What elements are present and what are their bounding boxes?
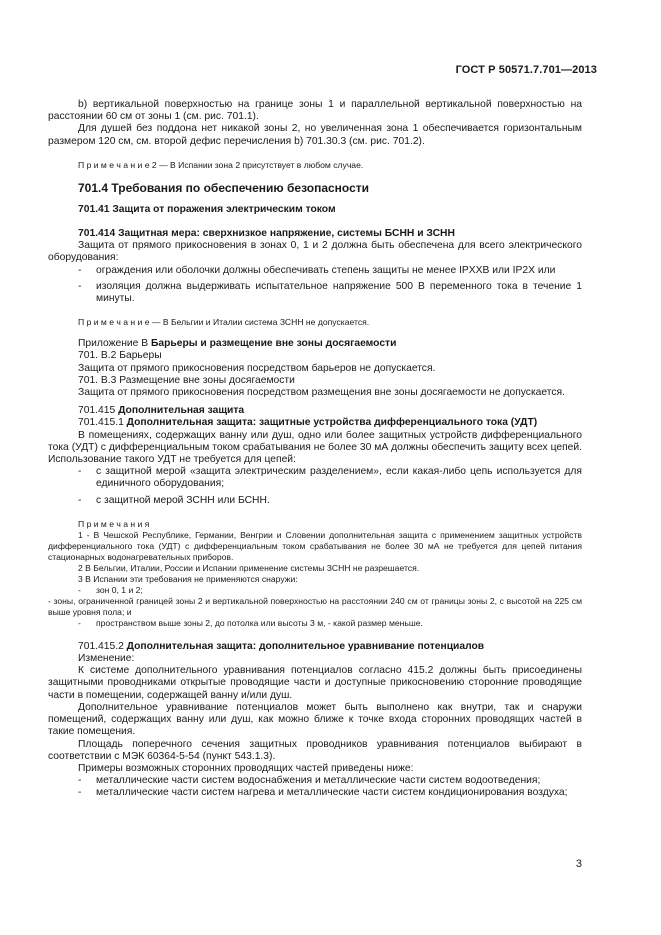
dash-marker: - [78,584,81,595]
dash-marker: - [78,787,82,799]
paragraph: В помещениях, содержащих ванну или душ, одно или более защитных устройств дифференциального тока (УДТ) с дифференциальным током срабатывания не более 30 мА должны обеспечить защиту всех цепей. Использование такого УДТ не требуется для цепей: [48,429,582,466]
paragraph: Защита от прямого прикосновения посредством барьеров не допускается. [78,362,436,374]
paragraph: Защита от прямого прикосновения посредством размещения вне зоны досягаемости не допускается. [78,387,565,399]
note-list-item: - зоны, ограниченной границей зоны 2 и вертикальной поверхностью на расстоянии 240 см от границы зоны 2, с высотой на 225 см выше уровня пола; и [48,595,582,617]
dash-marker: - [78,280,82,292]
list-item [48,495,582,507]
note [48,317,582,328]
list-item [48,265,582,277]
clause-title: Дополнительная защита: защитные устройства дифференциального тока (УДТ) [126,417,538,429]
change-label: Изменение: [78,653,135,665]
subsection-heading [48,641,582,653]
list-item-text: изоляция должна выдерживать испытательное напряжение 500 В переменного тока в течение 1 минуты. [96,280,582,305]
list-item [48,281,582,305]
dash-marker: - [78,775,82,787]
subsection-heading [48,417,582,429]
note-list-item [48,585,582,596]
appendix-label: Приложение В [78,338,151,350]
paragraph: Площадь поперечного сечения защитных проводников уравнивания потенциалов выбирают в соответствии с МЭК 60364-5-54 (пункт 543.1.3). [48,738,582,762]
section-heading: 701.4 Требования по обеспечению безопасности [78,180,370,195]
document-body [48,99,582,800]
list-item-text: зон 0, 1 и 2; [96,584,143,595]
appendix-heading [48,338,582,350]
note-item: 1 - В Чешской Республике, Германии, Венгрии и Словении дополнительная защита с применением защитных устройств дифференциального тока (УДТ) с дифференциальным током срабатывания не более 30 мА не требуется для цепей питания стационарных водонагревательных приборов. [48,529,582,562]
list-item-text: пространством выше зоны 2, до потолка или высоты 3 м, - какой размер меньше. [96,617,423,628]
document-header: ГОСТ Р 50571.7.701—2013 [455,64,597,76]
paragraph: Примеры возможных сторонних проводящих частей приведены ниже: [78,762,414,774]
clause-number: 701.415.1 [78,417,127,429]
note-item: 3 В Испании эти требования не применяются снаружи: [78,573,298,584]
subsection-heading: 701.41 Защита от поражения электрическим током [78,203,336,215]
note [48,160,582,171]
clause-title: Дополнительная защита: дополнительное уравнивание потенциалов [126,640,485,652]
dash-marker: - [78,617,81,628]
list-item-text: металлические части систем нагрева и металлические части систем кондиционирования воздуха; [96,787,568,799]
clause-number: 701.415 [78,405,119,417]
notes-block [48,519,582,629]
dash-marker: - [78,494,82,506]
clause-heading: 701. В.3 Размещение вне зоны досягаемости [78,374,295,386]
page-number: 3 [575,858,582,870]
notes-label: П р и м е ч а н и я [78,518,150,529]
list-item [48,466,582,490]
clause-heading: 701. В.2 Барьеры [78,350,162,362]
list-item-text: с защитной мерой «защита электрическим разделением», если какая-либо цепь используется для единичного оборудования; [96,466,582,490]
paragraph: Для душей без поддона нет никакой зоны 2, но увеличенная зона 1 обеспечивается горизонтальным размером 120 см, см. второй дефис перечисления b) 701.30.3 (см. рис. 701.2). [48,123,582,147]
subsection-heading: 701.414 Защитная мера: сверхнизкое напряжение, системы БСНН и ЗСНН [78,228,455,240]
note-label: П р и м е ч а н и е [78,159,150,170]
list-item-text: ограждения или оболочки должны обеспечивать степень защиты не менее IPXXB или IP2X или [96,264,556,276]
paragraph: Защита от прямого прикосновения в зонах 0, 1 и 2 должна быть обеспечена для всего электрического оборудования: [48,240,582,264]
list-item [48,787,582,799]
paragraph: b) вертикальной поверхностью на границе зоны 1 и параллельной вертикальной поверхностью на расстоянии 60 см от зоны 1 (см. рис. 701.1). [48,99,582,123]
list-item-text: металлические части систем водоснабжения и металлические части систем водоотведения; [96,775,541,787]
clause-title: Дополнительная защита [118,405,245,417]
dash-marker: - [78,466,82,478]
note-text: 2 — В Испании зона 2 присутствует в любом случае. [149,159,364,170]
note-item: 2 В Бельгии, Италии, России и Испании применение системы ЗСНН не разрешается. [78,562,420,573]
list-item [48,775,582,787]
note-text: — В Бельгии и Италии система ЗСНН не допускается. [149,317,370,328]
appendix-title: Барьеры и размещение вне зоны досягаемости [150,338,397,350]
paragraph: Дополнительное уравнивание потенциалов может быть выполнено как внутри, так и снаружи помещений, содержащих ванну или душ, как можно ближе к точке входа сторонних проводящих частей в такие помещения. [48,701,582,738]
paragraph: К системе дополнительного уравнивания потенциалов согласно 415.2 должны быть присоединены защитными проводниками открытые проводящие части и доступные прикосновению сторонние проводящие части в помещении, содержащей ванну и/или душ. [48,665,582,701]
clause-number: 701.415.2 [78,640,127,652]
dash-marker: - [78,264,82,276]
note-list-item [48,618,582,629]
subsection-heading [48,405,582,417]
note-label: П р и м е ч а н и е [78,317,150,328]
list-item-text: с защитной мерой ЗСНН или БСНН. [96,494,270,506]
